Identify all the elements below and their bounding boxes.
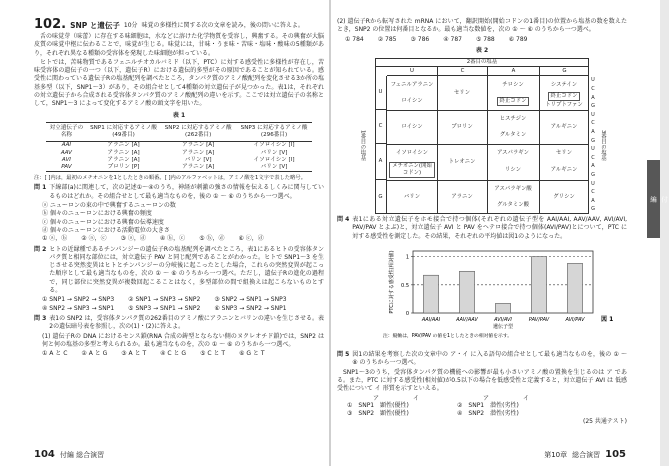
- table1-header: SNP1 に対応するアミノ酸(49番目): [87, 122, 160, 141]
- y-tick-label: 1: [405, 254, 409, 261]
- bar: [531, 257, 546, 313]
- table1-caption: 表 1: [172, 111, 186, 119]
- amino-acid: アルギニン: [550, 166, 578, 173]
- question-text: 表1にある対立遺伝子をホモ接合で持つ個体(それぞれの遺伝子型を AAI/AAI, AAV/AAV, AVI/AVI, PAV/PAV とよぶ)と，対立遺伝子 AVI と PAV をヘテロ接合で持つ個体(AVI/PAV)とについて，PTC に対する感受性を測定した。その結果，それぞれの平均値は図1のようになった。: [352, 216, 627, 240]
- answer-option[interactable]: [457, 410, 567, 418]
- amino-acid: アスパラギン酸: [494, 185, 532, 192]
- amino-acid: フェニルアラニン: [390, 81, 434, 88]
- answer-option[interactable]: ③ 786: [410, 35, 430, 43]
- answer-option[interactable]: ⑤ 788: [476, 35, 495, 43]
- first-base-label: 1番目の塩基: [359, 129, 366, 161]
- amino-acid: ロイシン: [401, 123, 423, 130]
- x-tick-label: AAV/AAV: [456, 317, 478, 324]
- answer-option[interactable]: ② SNP1 → SNP3 → SNP2: [128, 296, 201, 304]
- y-tick-label: 0: [405, 311, 409, 318]
- answer-option[interactable]: ⑥ SNP3 → SNP2 → SNP1: [214, 304, 287, 312]
- option-number: ④: [457, 409, 463, 417]
- table-cell: アラニン [A]: [181, 149, 215, 156]
- answer-option[interactable]: ③ ⓐ，ⓓ: [120, 235, 146, 243]
- table2-caption: 表 2: [475, 46, 489, 54]
- x-tick-label: AAI/AAI: [421, 317, 441, 324]
- table-row: [46, 157, 312, 164]
- third-base: G: [591, 137, 595, 144]
- table-row: [46, 164, 312, 172]
- statement: ⓓ 個々のニューロンにおける活動電位の大きさ: [42, 226, 170, 234]
- table1-note: 注：[ ]内は，最初のメチオニンを1としたときの順番。[ ]内のアルファベットは，アミノ酸を1文字で表した略号。: [34, 175, 306, 182]
- book-spine: [329, 0, 331, 466]
- col-head-i: イ: [523, 394, 530, 402]
- table-cell: バリン [V]: [184, 156, 212, 163]
- x-tick-label: AVI/AVI: [494, 317, 512, 324]
- amino-acid: バリン: [403, 193, 421, 200]
- option-number: ①: [347, 402, 353, 410]
- table-cell: アラニン [A]: [107, 142, 140, 149]
- option-i: 顕性(優性): [380, 402, 409, 410]
- table1-header: SNP3 に対応するアミノ酸(296番目): [236, 122, 312, 141]
- bar: [459, 271, 474, 313]
- third-base: U: [591, 111, 595, 118]
- amino-acid: ロイシン: [401, 97, 423, 104]
- third-base: A: [591, 197, 595, 204]
- first-base: C: [375, 110, 387, 144]
- answer-option[interactable]: ④ C と G: [160, 350, 187, 358]
- statement: ⓑ 個々のニューロンにおける興奮の頻度: [42, 210, 152, 218]
- option-number: ③: [347, 409, 353, 417]
- answer-option[interactable]: ① ⓐ，ⓑ: [42, 235, 68, 243]
- figure-caption: 図 1: [601, 316, 614, 324]
- answer-option[interactable]: ② 785: [377, 35, 397, 43]
- page-number: 105: [605, 449, 626, 460]
- table1-header: 対立遺伝子の名称: [46, 122, 87, 141]
- table-cell: バリン [V]: [236, 164, 312, 172]
- answer-option[interactable]: ① A と C: [42, 350, 68, 358]
- bar: [423, 275, 438, 313]
- question-label: 問 1: [34, 184, 47, 192]
- amino-acid: システイン: [550, 81, 578, 88]
- amino-acid: トリプトファン: [545, 102, 583, 109]
- amino-acid: セリン: [555, 149, 573, 156]
- figure1-chart: [367, 245, 617, 349]
- answer-grid: [347, 395, 627, 418]
- table-cell: アラニン [A]: [107, 156, 140, 163]
- table-cell: イソロイシン [I]: [253, 142, 295, 149]
- answer-option[interactable]: ④ SNP2 → SNP3 → SNP1: [42, 304, 115, 312]
- side-tab-text: 総合演習: [638, 186, 646, 212]
- problem-header: [34, 18, 324, 31]
- third-base: G: [591, 206, 595, 213]
- third-base: U: [591, 146, 595, 153]
- answer-option[interactable]: ① 784: [345, 35, 364, 43]
- statement: ⓐ ニューロンの束の中で興奮するニューロンの数: [42, 202, 176, 210]
- amino-acid: プロリン: [451, 123, 473, 130]
- statement: ⓒ 個々のニューロンにおける興奮の伝導速度: [42, 218, 164, 226]
- table1: [46, 122, 312, 172]
- side-tab-text: 編: [649, 195, 657, 203]
- second-base-label: 2番目の塩基: [375, 58, 589, 67]
- answer-option[interactable]: ⑤ ⓑ，ⓓ: [199, 235, 225, 243]
- amino-acid: ヒスチジン: [499, 115, 527, 122]
- amino-acid: セリン: [453, 89, 471, 96]
- question-label: 問 2: [34, 245, 47, 253]
- answer-options: [345, 36, 627, 44]
- page-number: 104: [34, 449, 55, 460]
- amino-acid: トレオニン: [448, 158, 476, 165]
- right-folio: [544, 449, 626, 460]
- codon-table: [357, 58, 607, 214]
- answer-options: [42, 296, 324, 313]
- table1-header: SNP2 に対応するアミノ酸(262番目): [160, 122, 236, 141]
- chart-note: 注：縦軸は，PAV/PAV の値を1としたときの相対値を示す。: [383, 334, 513, 340]
- col-head-i: イ: [413, 394, 420, 402]
- option-a: SNP2: [468, 409, 485, 417]
- amino-acid: グルタミン酸: [497, 201, 529, 208]
- question-text: 表1の SNP2 は，受容体タンパク質の262番目のアミノ酸にアラニンとバリンの違いを生じさせる。表2の遺伝暗号表を参照し，次の(1)・(2)に答えよ。: [49, 314, 324, 331]
- third-base: C: [591, 154, 595, 161]
- answer-option[interactable]: ⑤ C と T: [200, 350, 226, 358]
- option-i: 顕性(優性): [380, 409, 409, 417]
- intro-paragraph: 舌の味覚芽（味蕾）に存在する味細胞は，水などに溶けた化学物質を受容し，興奮する。その興奮が大脳皮質の味覚中枢に伝わることで，味覚が生じる。味覚には，甘味・うま味・苦味・塩味・酸味の5種類があり，それぞれ異なる種類の受容体を発現した味細胞が担っている。: [34, 33, 324, 57]
- left-folio: [34, 449, 104, 460]
- sub-question-text: (1) 遺伝子Rの DNA におけるセンス鎖(RNA 合成の鋳型とならない側のヌクレオチド鎖)では，SNP2 は何と何の塩基の多型と考えられるか。最も適当なものを，次の ① ～ ⑥ のうちから一つ選べ。: [42, 332, 324, 348]
- third-base: G: [591, 171, 595, 178]
- answer-option[interactable]: [347, 402, 457, 410]
- problem-title: SNP と遺伝子: [70, 20, 120, 30]
- bar-chart: [367, 245, 617, 349]
- amino-acid: アラニン: [451, 193, 473, 200]
- table-cell: イソロイシン [I]: [253, 156, 295, 163]
- answer-option[interactable]: ⑥ 789: [508, 35, 528, 43]
- bar: [567, 263, 582, 313]
- col-head-a: ア: [373, 394, 380, 402]
- amino-acid: イソロイシン: [395, 149, 429, 156]
- question-5: [337, 351, 627, 369]
- sub-question-text: (2) 遺伝子Rから転写された mRNA において，翻訳開始(開始コドンの1番目)の位置から塩基の数を数えたとき，SNP2 の位置は何番目となるか。最も適当な数値を，次の ① ～ ⑥ のうちから一つ選べ。: [337, 18, 627, 34]
- option-i: 潜性(劣性): [490, 409, 519, 417]
- answer-options: [42, 235, 324, 243]
- question-3: [34, 315, 324, 333]
- table-cell: アラニン [A]: [181, 142, 215, 149]
- answer-option[interactable]: ④ ⓑ，ⓒ: [159, 235, 186, 243]
- first-base: U: [375, 76, 387, 110]
- third-base: U: [591, 77, 595, 84]
- question-label: 問 3: [34, 314, 47, 322]
- x-tick-label: AVI/PAV: [565, 317, 585, 324]
- question-body: SNP1～3のうち，受容体タンパク質の機能への影響が最も小さいアミノ酸の置換を生じるのは ア である。また，PTC に対する感受性(相対値)が0.5以下の場合を低感受性と定義すると，対立遺伝子 AVI は 低感受性について イ 形質を示すといえる。: [337, 368, 627, 393]
- third-base: A: [591, 94, 595, 101]
- table-cell: バリン [V]: [260, 149, 288, 156]
- stop-codon-box: 終止コドン: [548, 92, 581, 101]
- second-base-head: G: [539, 67, 589, 76]
- answer-option[interactable]: ③ SNP2 → SNP1 → SNP3: [214, 296, 287, 304]
- bar: [495, 303, 510, 313]
- table-cell: プロリン [P]: [87, 164, 160, 172]
- table-cell: アラニン [A]: [107, 149, 140, 156]
- third-base: A: [591, 163, 595, 170]
- x-tick-label: PAV/PAV: [528, 317, 550, 324]
- table-cell: アラニン [A]: [160, 164, 236, 172]
- third-base: G: [591, 103, 595, 110]
- question-label: 問 4: [337, 216, 350, 224]
- col-head-a: ア: [483, 394, 490, 402]
- amino-acid: グルタミン: [499, 131, 527, 138]
- question-1: [34, 184, 324, 202]
- side-tab: [638, 160, 668, 238]
- amino-acid: チロシン: [502, 81, 524, 88]
- x-axis-label: 遺伝子型: [492, 324, 514, 331]
- table-row: [46, 142, 312, 150]
- right-page: [337, 18, 627, 427]
- third-base: C: [591, 120, 595, 127]
- problem-instruction: 味覚の多様性に関する次の文章を読み，後の問いに答えよ。: [141, 21, 304, 29]
- table-cell: AAV: [60, 149, 73, 156]
- option-a: SNP1: [358, 402, 375, 410]
- row-divider: [387, 144, 589, 145]
- option-a: SNP2: [358, 409, 375, 417]
- third-base-column: [589, 76, 597, 214]
- third-base-label: 3番目の塩基: [600, 129, 606, 161]
- y-tick-label: 0.5: [401, 282, 409, 289]
- answer-option[interactable]: ⑥ ⓒ，ⓓ: [238, 235, 264, 243]
- intro-paragraph: ヒトでは，苦味物質であるフェニルチオカルバミド（以下，PTC）に対する感受性に多様性が存在し，苦味受容体の遺伝子の一つ（以下，遺伝子R）における遺伝的多型がその原因であることが知られている。感受性に関わっている遺伝子Rの塩基配列を調べたところ，タンパク質のアミノ酸配列を変化させる3か所の塩基多型（以下，SNP1～3）があり，その組合せとして4種類の対立遺伝子が見つかった。表1は，それぞれの対立遺伝子から合成される受容体タンパク質のアミノ酸配列の違いを示す。ここでは対立遺伝子の名称として，SNP1～3 によって変化するアミノ酸の頭文字を用いた。: [34, 58, 324, 108]
- answer-options: [42, 350, 324, 358]
- answer-option[interactable]: ② ⓐ，ⓒ: [81, 235, 107, 243]
- second-base-head: A: [487, 67, 539, 76]
- start-codon-box: メチオニン(開始コドン): [389, 162, 435, 178]
- question-label: 問 5: [337, 351, 350, 359]
- third-base: C: [591, 86, 595, 93]
- option-number: ②: [457, 402, 463, 410]
- answer-option[interactable]: ④ 787: [443, 35, 462, 43]
- table-cell: PAV: [46, 164, 87, 172]
- question-4: [337, 216, 627, 242]
- option-i: 潜性(劣性): [490, 402, 519, 410]
- third-base: A: [591, 129, 595, 135]
- answer-option[interactable]: [347, 410, 457, 418]
- amino-acid: グリシン: [553, 193, 575, 200]
- third-base: C: [591, 189, 595, 196]
- table-cell: AAI: [61, 142, 72, 149]
- answer-option[interactable]: ⑥ G と T: [239, 350, 265, 358]
- amino-acid: アスパラギン: [496, 149, 530, 156]
- third-base: U: [591, 180, 595, 187]
- answer-option[interactable]: ① SNP1 → SNP2 → SNP3: [42, 296, 115, 304]
- folio-text: 総合演習: [572, 450, 601, 459]
- first-base: A: [375, 144, 387, 180]
- y-axis-label: PTCに対する感受性(相対値): [389, 250, 395, 314]
- problem-time: 10分: [123, 21, 138, 29]
- left-page: [34, 18, 324, 358]
- question-text: 下線部(a)に関連して，次の記述①～④のうち，神経が刺激の強さの情報を伝えるしくみに関与しているものはどれか。その組合せとして最も適当なものを，後の ① ～ ⑥ のうちから一つ選べ。: [49, 184, 324, 200]
- table-cell: AVI: [61, 156, 71, 163]
- problem-number: 102.: [34, 17, 67, 32]
- option-a: SNP1: [468, 402, 485, 410]
- question-text: ヒトの近縁種であるチンパンジーの遺伝子Rの塩基配列を調べたところ，表1にあるヒトの受容体タンパク質と相同な部位には，対立遺伝子 PAV と同じ配列であることがわかった。ヒトで SNP1～3 を生じさせる突然変異はヒトとチンパンジーの分岐後に起こったとした場合，これらの突然変異が起こった順序として最も適当なものを，次の ① ～ ⑥ のうちから一つ選べ。ただし，遺伝子Rの進化の過程で，同じ部位に突然変異が複数回起こることはなく，多型部位の間で組換えは起こらないものとする。: [49, 245, 324, 295]
- folio-chapter: 第10章: [544, 450, 568, 459]
- answer-option[interactable]: [457, 402, 567, 410]
- second-base-head: C: [437, 67, 487, 76]
- stop-codon-box: 終止コドン: [497, 97, 530, 106]
- question-2: [34, 246, 324, 297]
- answer-option[interactable]: ② A と G: [81, 350, 108, 358]
- answer-option[interactable]: ⑤ SNP3 → SNP1 → SNP2: [128, 304, 201, 312]
- folio-text: 付編 総合演習: [59, 450, 105, 459]
- side-tab-text: 付: [660, 195, 668, 203]
- amino-acid: アルギニン: [550, 123, 578, 130]
- second-base-head: U: [387, 67, 437, 76]
- amino-acid: リシン: [504, 166, 522, 173]
- answer-option[interactable]: ③ A と T: [121, 350, 147, 358]
- table-row: [46, 150, 312, 157]
- first-base: G: [375, 180, 387, 214]
- source-note: (25 共通テスト): [583, 418, 627, 426]
- question-text: 図1の結果を考察した次の文章中の ア・イ に入る語句の組合せとして最も適当なものを，後の ① ～ ⑧ のうちから一つ選べ。: [352, 351, 627, 367]
